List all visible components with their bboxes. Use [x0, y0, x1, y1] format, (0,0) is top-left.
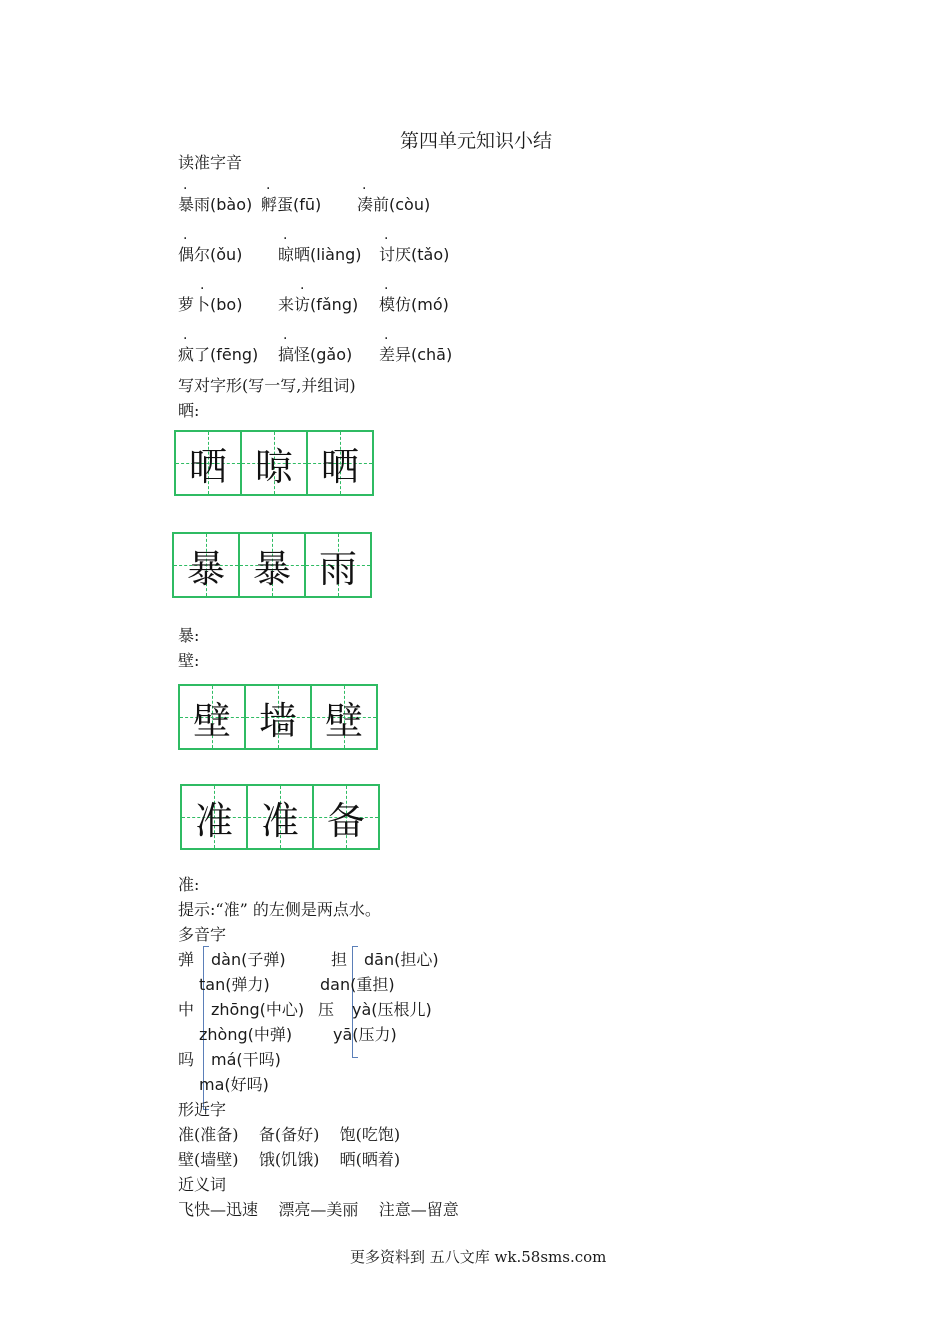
synonym-row: 飞快—迅速 漂亮—美丽 注意—留意: [178, 1200, 459, 1219]
polyphone-reading: tan(弹力): [199, 975, 270, 994]
pronunciation-word: . 暴雨(bào): [178, 177, 253, 214]
grid-cell: 准: [182, 786, 248, 848]
char-label-bi: 壁:: [178, 651, 200, 670]
pronunciation-word: . 差异(chā): [379, 327, 453, 364]
grid-cell: 晒: [308, 432, 372, 494]
polyphone-reading: zhòng(中弹): [199, 1025, 293, 1044]
polyphone-char: 弹: [178, 950, 195, 969]
char-label-zhun: 准:: [178, 875, 200, 894]
similar-row: 壁(墙壁) 饿(饥饿) 晒(晒着): [178, 1150, 401, 1169]
polyphone-reading: má(干吗): [211, 1050, 281, 1069]
grid-cell: 雨: [306, 534, 370, 596]
grid-cell: 暴: [240, 534, 306, 596]
writing-grid-zhun: [180, 784, 380, 850]
section-heading-synonym: 近义词: [178, 1175, 227, 1194]
tip-text: 提示:“准” 的左侧是两点水。: [178, 900, 381, 919]
polyphone-reading: dan(重担): [320, 975, 395, 994]
pronunciation-word: . 模仿(mó): [379, 277, 449, 314]
polyphone-reading: yā(压力): [333, 1025, 397, 1044]
char-label-shai: 晒:: [178, 401, 200, 420]
pronunciation-word: . 来访(fǎng): [278, 277, 359, 314]
writing-grid-bao: [172, 532, 372, 598]
writing-grid-bi: [178, 684, 378, 750]
polyphone-char: 中: [178, 1000, 195, 1019]
polyphone-char: 吗: [178, 1050, 195, 1069]
writing-grid-shai: [174, 430, 374, 496]
grid-cell: 墙: [246, 686, 312, 748]
section-heading-read: 读准字音: [178, 153, 243, 172]
pronunciation-word: . 凑前(còu): [357, 177, 431, 214]
pronunciation-word: . 疯了(fēng): [178, 327, 259, 364]
grid-cell: 准: [248, 786, 314, 848]
footer-text: 更多资料到 五八文库 wk.58sms.com: [350, 1248, 607, 1266]
polyphone-char: 压: [318, 1000, 335, 1019]
polyphone-char: 担: [331, 950, 348, 969]
polyphone-reading: ma(好吗): [199, 1075, 269, 1094]
char-label-bao: 暴:: [178, 626, 200, 645]
grid-cell: 晒: [176, 432, 242, 494]
grid-cell: 暴: [174, 534, 240, 596]
pronunciation-word: . 偶尔(ǒu): [178, 227, 243, 264]
pronunciation-word: . 孵蛋(fū): [261, 177, 322, 214]
pronunciation-word: . 搞怪(gǎo): [278, 327, 353, 364]
grid-cell: 壁: [312, 686, 376, 748]
section-heading-polyphone: 多音字: [178, 925, 227, 944]
pronunciation-word: . 讨厌(tǎo): [379, 227, 450, 264]
section-heading-write: 写对字形(写一写,并组词): [178, 376, 356, 395]
similar-row: 准(准备) 备(备好) 饱(吃饱): [178, 1125, 401, 1144]
grid-cell: 晾: [242, 432, 308, 494]
section-heading-similar: 形近字: [178, 1100, 227, 1119]
polyphone-reading: dàn(子弹): [211, 950, 286, 969]
polyphone-reading: yà(压根儿): [352, 1000, 432, 1019]
pronunciation-word: . 晾晒(liàng): [278, 227, 362, 264]
grid-cell: 壁: [180, 686, 246, 748]
polyphone-reading: zhōng(中心): [211, 1000, 305, 1019]
pronunciation-word: . 萝卜(bo): [178, 277, 243, 314]
polyphone-reading: dān(担心): [364, 950, 439, 969]
grid-cell: 备: [314, 786, 378, 848]
page-title: 第四单元知识小结: [400, 130, 553, 152]
